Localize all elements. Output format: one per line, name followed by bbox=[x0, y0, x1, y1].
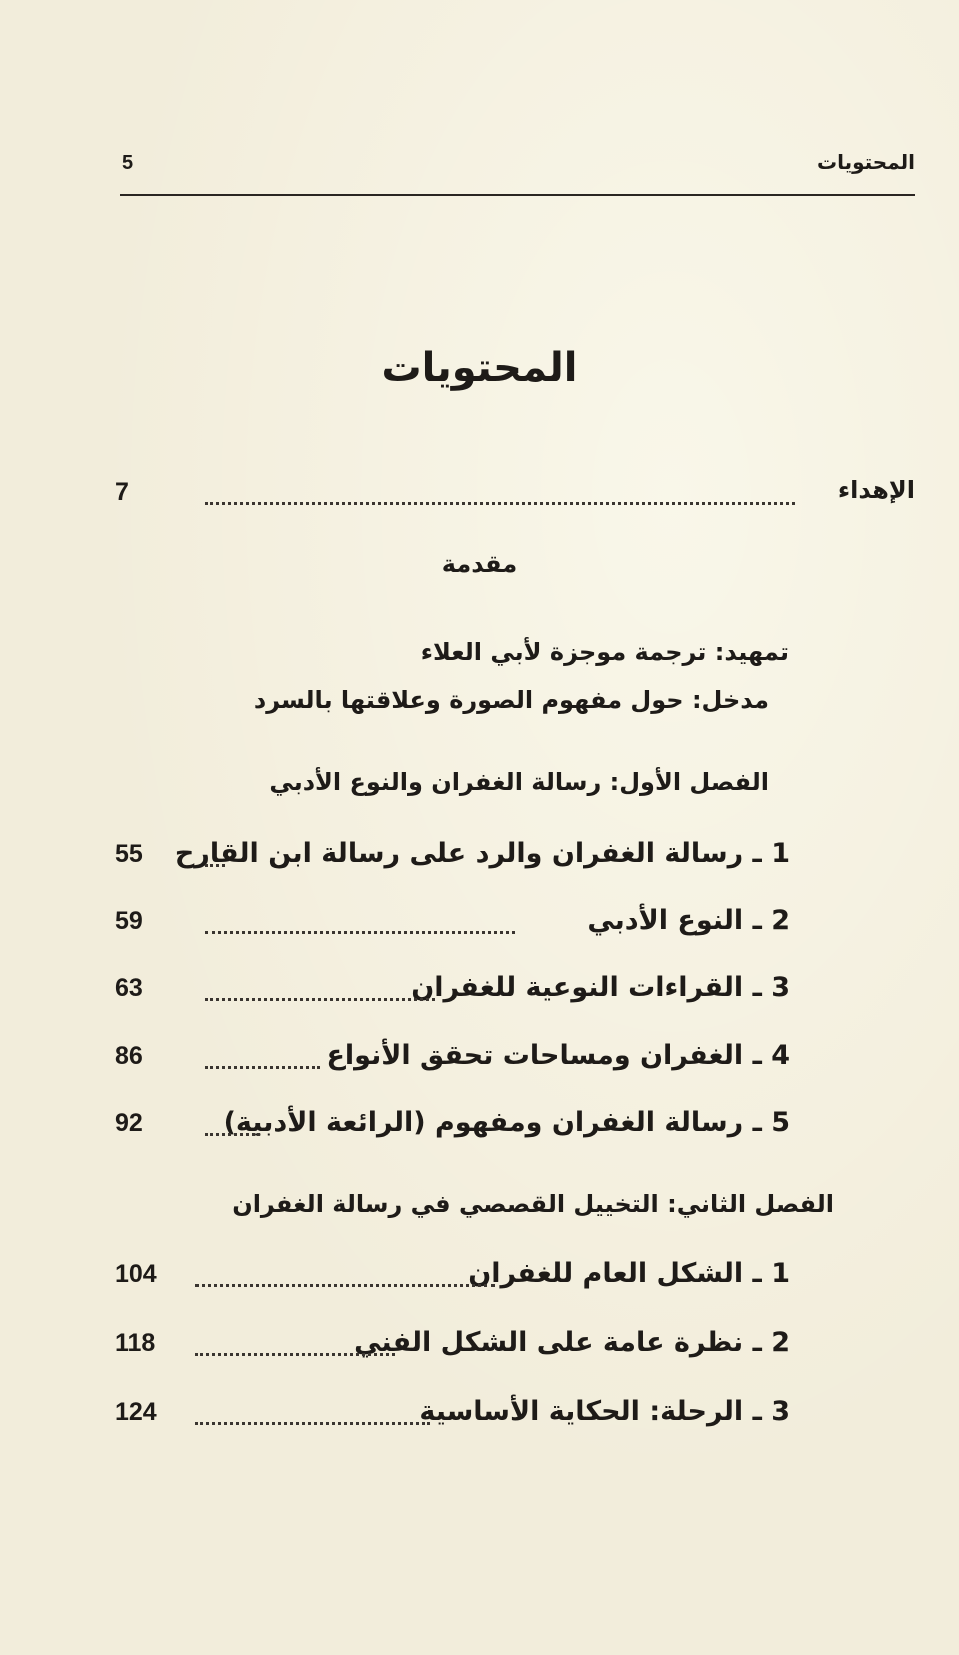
dot-leader bbox=[205, 1066, 320, 1069]
dot-leader bbox=[205, 1133, 260, 1136]
toc-entry[interactable] bbox=[115, 1040, 915, 1084]
dot-leader bbox=[205, 502, 795, 505]
toc-entry-page: 7 bbox=[115, 478, 129, 506]
dot-leader bbox=[195, 1353, 395, 1356]
page-number: 5 bbox=[122, 152, 134, 174]
dot-leader bbox=[205, 998, 435, 1001]
dot-leader bbox=[195, 1284, 495, 1287]
toc-entry-dedication[interactable] bbox=[115, 476, 915, 520]
running-header-title: المحتويات bbox=[816, 150, 915, 174]
toc-entry-label: 3 ـ القراءات النوعية للغفران bbox=[411, 972, 790, 1003]
dot-leader bbox=[195, 1422, 430, 1425]
page-title: المحتويات bbox=[381, 345, 578, 391]
toc-heading-entry[interactable]: مدخل: حول مفهوم الصورة وعلاقتها بالسرد bbox=[253, 686, 769, 714]
toc-entry[interactable] bbox=[115, 1258, 915, 1302]
toc-entry-page: 55 bbox=[115, 840, 143, 868]
toc-entry-page: 63 bbox=[115, 974, 143, 1002]
toc-entry-label: 2 ـ النوع الأدبي bbox=[587, 905, 790, 936]
toc-entry[interactable] bbox=[115, 838, 915, 882]
toc-entry-label: 4 ـ الغفران ومساحات تحقق الأنواع bbox=[326, 1040, 790, 1071]
toc-entry-label: 2 ـ نظرة عامة على الشكل الفني bbox=[354, 1327, 790, 1358]
toc-heading-chapter-1[interactable]: الفصل الأول: رسالة الغفران والنوع الأدبي bbox=[269, 768, 769, 796]
toc-entry-page: 124 bbox=[115, 1398, 157, 1426]
toc-entry-label: 5 ـ رسالة الغفران ومفهوم (الرائعة الأدبية) bbox=[223, 1107, 790, 1138]
toc-entry-page: 86 bbox=[115, 1042, 143, 1070]
toc-entry-page: 104 bbox=[115, 1260, 157, 1288]
toc-entry[interactable] bbox=[115, 972, 915, 1016]
running-header bbox=[120, 150, 915, 196]
dot-leader bbox=[205, 864, 225, 867]
toc-entry[interactable] bbox=[115, 1327, 915, 1371]
toc-entry-label: 1 ـ رسالة الغفران والرد على رسالة ابن القارح bbox=[174, 838, 790, 869]
toc-entry-page: 92 bbox=[115, 1109, 143, 1137]
toc-heading-introduction[interactable]: مقدمة bbox=[441, 550, 518, 578]
toc-entry[interactable] bbox=[115, 1107, 915, 1151]
toc-heading-preface[interactable]: تمهيد: ترجمة موجزة لأبي العلاء bbox=[420, 638, 789, 666]
toc-entry-page: 118 bbox=[115, 1329, 156, 1357]
dot-leader bbox=[205, 931, 515, 934]
toc-entry[interactable] bbox=[115, 1396, 915, 1440]
toc-entry-page: 59 bbox=[115, 907, 143, 935]
toc-entry-label: الإهداء bbox=[837, 476, 915, 504]
toc-entry-label: 3 ـ الرحلة: الحكاية الأساسية bbox=[419, 1396, 790, 1427]
toc-entry[interactable] bbox=[115, 905, 915, 949]
toc-entry-label: 1 ـ الشكل العام للغفران bbox=[468, 1258, 790, 1289]
toc-heading-chapter-2[interactable]: الفصل الثاني: التخييل القصصي في رسالة الغفران bbox=[232, 1190, 834, 1218]
